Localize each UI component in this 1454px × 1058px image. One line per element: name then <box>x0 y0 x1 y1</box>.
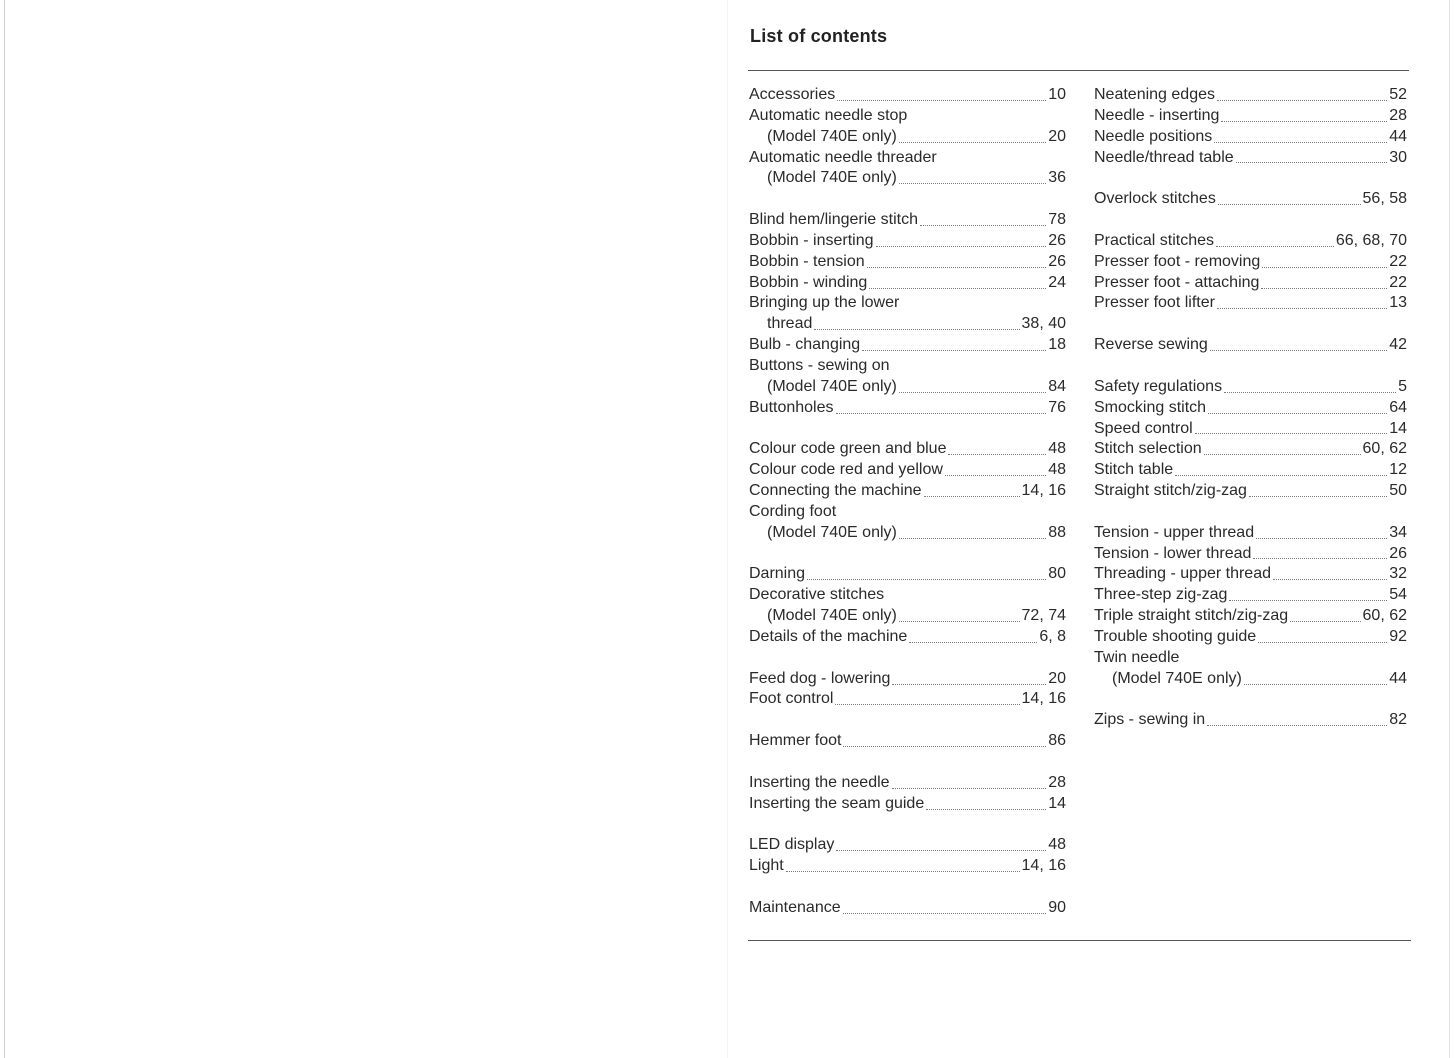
index-entry-page: 54 <box>1389 586 1407 604</box>
dot-leader <box>1244 684 1387 685</box>
dot-leader <box>1217 308 1387 309</box>
dot-leader <box>1208 413 1387 414</box>
index-entry <box>1094 231 1407 252</box>
index-entry-label: thread <box>767 315 813 333</box>
index-entry-label: Needle - inserting <box>1094 106 1220 124</box>
index-entry-label: Twin needle <box>1094 648 1180 666</box>
index-entry-page: 13 <box>1389 294 1407 312</box>
index-entry <box>749 835 1066 856</box>
index-entry-page: 20 <box>1048 669 1066 687</box>
index-entry <box>749 460 1066 481</box>
index-entry-label: Three-step zig-zag <box>1094 586 1228 604</box>
index-entry-label: Buttons - sewing on <box>749 356 890 374</box>
index-entry-page: 26 <box>1048 231 1066 249</box>
page-left-edge <box>4 0 5 1058</box>
index-entry-label: Smocking stitch <box>1094 398 1207 416</box>
dot-leader <box>899 392 1046 393</box>
index-entry <box>749 564 1066 585</box>
index-entry-page: 52 <box>1389 86 1407 103</box>
index-entry-label: (Model 740E only) <box>767 127 897 145</box>
dot-leader <box>836 413 1047 414</box>
index-entry <box>749 731 1066 752</box>
index-entry <box>1094 273 1407 294</box>
index-entry-page: 18 <box>1048 336 1066 354</box>
dot-leader <box>948 454 1046 455</box>
index-entry-label: Connecting the machine <box>749 482 922 500</box>
index-entry-label: (Model 740E only) <box>1112 669 1242 687</box>
index-entry-page: 42 <box>1389 336 1407 354</box>
index-entry <box>749 377 1066 398</box>
index-entry-page: 82 <box>1389 711 1407 729</box>
index-entry <box>1094 439 1407 460</box>
dot-leader <box>835 704 1019 705</box>
index-entry <box>749 314 1066 335</box>
dot-leader <box>892 684 1046 685</box>
index-entry-label: Safety regulations <box>1094 377 1223 395</box>
index-entry <box>749 439 1066 460</box>
index-entry <box>1094 606 1407 627</box>
index-entry <box>749 606 1066 627</box>
index-entry-label: Buttonholes <box>749 398 834 416</box>
index-entry-label: Colour code red and yellow <box>749 461 943 479</box>
index-entry-page: 48 <box>1048 440 1066 458</box>
dot-leader <box>1261 288 1387 289</box>
page-right-edge <box>1449 0 1450 1058</box>
index-entry-page: 20 <box>1048 127 1066 145</box>
dot-leader <box>869 288 1046 289</box>
dot-leader <box>1217 100 1387 101</box>
index-entry-page: 34 <box>1389 523 1407 541</box>
index-entry-page: 44 <box>1389 127 1407 145</box>
index-entry-page: 50 <box>1389 482 1407 500</box>
index-entry-label: Cording foot <box>749 502 837 520</box>
index-entry <box>749 210 1066 231</box>
index-entry <box>749 585 1066 606</box>
index-entry-page: 48 <box>1048 461 1066 479</box>
index-entry-label: Presser foot - attaching <box>1094 273 1260 291</box>
index-entry-page: 28 <box>1048 773 1066 791</box>
index-entry <box>1094 293 1407 314</box>
index-entry-label: (Model 740E only) <box>767 377 897 395</box>
index-entry <box>1094 544 1407 565</box>
index-entry-label: Bobbin - tension <box>749 252 865 270</box>
index-entry <box>749 898 1066 919</box>
index-entry <box>749 85 1066 106</box>
index-entry-label: Bulb - changing <box>749 336 861 354</box>
index-entry-label: Reverse sewing <box>1094 336 1208 354</box>
dot-leader <box>1204 454 1361 455</box>
index-entry <box>1094 252 1407 273</box>
index-entry-page: 60, 62 <box>1362 607 1407 625</box>
index-entry-label: Blind hem/lingerie stitch <box>749 211 918 229</box>
index-entry-label: Darning <box>749 565 806 583</box>
dot-leader <box>1195 433 1387 434</box>
index-entry <box>1094 106 1407 127</box>
index-entry-label: Zips - sewing in <box>1094 711 1206 729</box>
index-entry-page: 86 <box>1048 732 1066 750</box>
index-entry <box>1094 377 1407 398</box>
dot-leader <box>920 225 1046 226</box>
index-entry-label: (Model 740E only) <box>767 523 897 541</box>
dot-leader <box>836 850 1046 851</box>
index-entry <box>749 481 1066 502</box>
index-entry-page: 88 <box>1048 523 1066 541</box>
index-entry-page: 30 <box>1389 148 1407 166</box>
index-entry <box>749 356 1066 377</box>
index-entry <box>749 127 1066 148</box>
bottom-divider <box>748 940 1411 941</box>
index-entry <box>1094 648 1407 669</box>
dot-leader <box>1253 558 1387 559</box>
index-entry-label: Threading - upper thread <box>1094 565 1271 583</box>
dot-leader <box>1236 162 1388 163</box>
index-entry-page: 14, 16 <box>1021 482 1066 500</box>
index-entry <box>1094 585 1407 606</box>
index-entry-page: 28 <box>1389 106 1407 124</box>
index-entry-page: 5 <box>1398 377 1407 395</box>
index-entry-page: 22 <box>1389 273 1407 291</box>
index-entry <box>1094 481 1407 502</box>
dot-leader <box>945 475 1046 476</box>
dot-leader <box>1262 267 1387 268</box>
index-entry-page: 90 <box>1048 898 1066 916</box>
index-entry-label: Automatic needle threader <box>749 148 937 166</box>
top-divider <box>748 70 1409 71</box>
index-entry-label: Tension - upper thread <box>1094 523 1255 541</box>
index-entry <box>749 627 1066 648</box>
index-entry-label: Presser foot lifter <box>1094 294 1215 312</box>
index-entry <box>1094 335 1407 356</box>
dot-leader <box>814 329 1019 330</box>
dot-leader <box>1218 204 1361 205</box>
dot-leader <box>899 142 1046 143</box>
dot-leader <box>926 809 1046 810</box>
dot-leader <box>1210 350 1387 351</box>
index-entry <box>749 398 1066 419</box>
index-entry-label: Needle positions <box>1094 127 1213 145</box>
index-entry-page: 14, 16 <box>1021 690 1066 708</box>
index-entry-label: Details of the machine <box>749 627 908 645</box>
dot-leader <box>1175 475 1387 476</box>
dot-leader <box>899 183 1046 184</box>
index-entry-page: 64 <box>1389 398 1407 416</box>
index-entry-label: Automatic needle stop <box>749 106 908 124</box>
page-title: List of contents <box>750 26 888 46</box>
index-entry-label: Neatening edges <box>1094 86 1215 103</box>
index-entry-label: Overlock stitches <box>1094 190 1216 208</box>
index-entry-label: Stitch selection <box>1094 440 1202 458</box>
index-entry-page: 36 <box>1048 169 1066 187</box>
index-entry <box>749 689 1066 710</box>
index-entry <box>1094 523 1407 544</box>
index-entry-label: Inserting the seam guide <box>749 794 925 812</box>
index-entry-label: Tension - lower thread <box>1094 544 1252 562</box>
dot-leader <box>876 246 1047 247</box>
index-entry-label: Stitch table <box>1094 461 1174 479</box>
dot-leader <box>807 579 1046 580</box>
index-entry <box>749 293 1066 314</box>
dot-leader <box>899 538 1046 539</box>
index-entry-label: Triple straight stitch/zig-zag <box>1094 607 1289 625</box>
dot-leader <box>862 350 1046 351</box>
index-entry <box>749 273 1066 294</box>
index-entry-label: Trouble shooting guide <box>1094 627 1257 645</box>
index-entry-page: 76 <box>1048 398 1066 416</box>
index-entry-page: 60, 62 <box>1362 440 1407 458</box>
index-entry <box>749 168 1066 189</box>
index-entry-page: 56, 58 <box>1362 190 1407 208</box>
index-entry-page: 80 <box>1048 565 1066 583</box>
dot-leader <box>1229 600 1387 601</box>
index-entry-page: 78 <box>1048 211 1066 229</box>
index-entry-label: Maintenance <box>749 898 841 916</box>
dot-leader <box>1249 496 1387 497</box>
index-entry <box>1094 710 1407 731</box>
index-entry-page: 12 <box>1389 461 1407 479</box>
index-entry-label: Accessories <box>749 86 836 103</box>
dot-leader <box>1221 121 1387 122</box>
index-entry-page: 10 <box>1048 86 1066 103</box>
index-entry-label: (Model 740E only) <box>767 169 897 187</box>
index-entry <box>1094 460 1407 481</box>
index-entry <box>1094 189 1407 210</box>
index-entry <box>1094 127 1407 148</box>
index-entry <box>749 794 1066 815</box>
index-entry-page: 84 <box>1048 377 1066 395</box>
index-entry <box>1094 148 1407 169</box>
index-entry <box>749 106 1066 127</box>
dot-leader <box>1258 642 1387 643</box>
index-entry <box>749 773 1066 794</box>
index-entry-page: 24 <box>1048 273 1066 291</box>
index-entry-page: 38, 40 <box>1021 315 1066 333</box>
index-entry-page: 26 <box>1048 252 1066 270</box>
index-entry-page: 72, 74 <box>1021 607 1066 625</box>
contents-column-right <box>1094 85 1407 731</box>
dot-leader <box>1256 538 1387 539</box>
index-entry-page: 14 <box>1389 419 1407 437</box>
dot-leader <box>892 788 1047 789</box>
index-entry-label: Needle/thread table <box>1094 148 1234 166</box>
index-entry <box>749 335 1066 356</box>
index-entry-label: Presser foot - removing <box>1094 252 1261 270</box>
index-entry-page: 44 <box>1389 669 1407 687</box>
index-entry-label: Speed control <box>1094 419 1193 437</box>
index-entry-page: 92 <box>1389 627 1407 645</box>
index-entry <box>749 523 1066 544</box>
index-entry-page: 26 <box>1389 544 1407 562</box>
dot-leader <box>1216 246 1334 247</box>
dot-leader <box>1273 579 1387 580</box>
index-entry <box>1094 669 1407 690</box>
index-entry-page: 14 <box>1048 794 1066 812</box>
dot-leader <box>899 621 1020 622</box>
index-entry <box>749 502 1066 523</box>
dot-leader <box>837 100 1046 101</box>
dot-leader <box>1290 621 1360 622</box>
index-entry-label: Light <box>749 857 784 875</box>
index-entry <box>1094 85 1407 106</box>
index-entry <box>1094 419 1407 440</box>
dot-leader <box>867 267 1047 268</box>
index-entry-label: Straight stitch/zig-zag <box>1094 482 1247 500</box>
index-entry <box>1094 398 1407 419</box>
index-entry-page: 14, 16 <box>1021 857 1066 875</box>
index-entry <box>1094 627 1407 648</box>
contents-column-left <box>749 85 1066 919</box>
dot-leader <box>909 642 1037 643</box>
page-gutter <box>727 0 728 1058</box>
dot-leader <box>924 496 1020 497</box>
index-entry-label: (Model 740E only) <box>767 607 897 625</box>
index-entry-label: Bringing up the lower <box>749 294 900 312</box>
dot-leader <box>1214 142 1387 143</box>
dot-leader <box>843 746 1046 747</box>
index-entry-page: 48 <box>1048 836 1066 854</box>
index-entry-page: 32 <box>1389 565 1407 583</box>
dot-leader <box>786 871 1020 872</box>
index-entry-label: Inserting the needle <box>749 773 890 791</box>
index-entry-page: 6, 8 <box>1039 627 1066 645</box>
index-entry-label: LED display <box>749 836 835 854</box>
index-entry <box>749 231 1066 252</box>
dot-leader <box>1224 392 1396 393</box>
index-entry-page: 66, 68, 70 <box>1335 231 1407 249</box>
index-entry <box>749 148 1066 169</box>
index-entry-label: Practical stitches <box>1094 231 1215 249</box>
index-entry <box>749 252 1066 273</box>
index-entry-label: Hemmer foot <box>749 732 842 750</box>
index-entry-label: Decorative stitches <box>749 586 885 604</box>
index-entry-page: 22 <box>1389 252 1407 270</box>
index-entry-label: Bobbin - winding <box>749 273 868 291</box>
index-entry-label: Foot control <box>749 690 834 708</box>
dot-leader <box>843 913 1047 914</box>
index-entry <box>749 669 1066 690</box>
index-entry-label: Feed dog - lowering <box>749 669 891 687</box>
index-entry-label: Colour code green and blue <box>749 440 947 458</box>
index-entry <box>749 856 1066 877</box>
index-entry-label: Bobbin - inserting <box>749 231 874 249</box>
index-entry <box>1094 564 1407 585</box>
dot-leader <box>1207 725 1387 726</box>
